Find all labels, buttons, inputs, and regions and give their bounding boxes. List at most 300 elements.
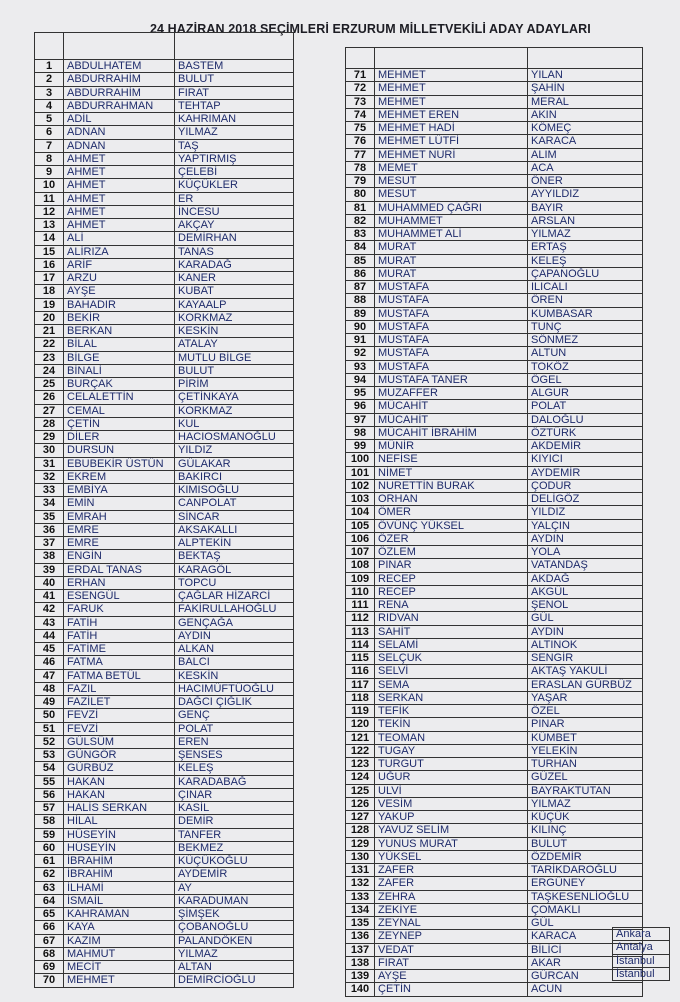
candidate-number: 134: [346, 903, 375, 916]
candidate-last-name: YOLA: [528, 546, 643, 559]
candidate-number: 138: [346, 956, 375, 969]
table-row: [346, 479, 643, 492]
table-row: [35, 510, 294, 523]
candidate-last-name: KÜÇÜKOĞLU: [175, 855, 294, 868]
table-row: [346, 201, 643, 214]
candidate-last-name: KUL: [175, 417, 294, 430]
table-row: [346, 373, 643, 386]
candidate-number: 27: [35, 404, 64, 417]
candidate-first-name: ARZU: [64, 272, 175, 285]
header-cell-number: [35, 33, 64, 60]
table-row: [35, 497, 294, 510]
candidate-number: 130: [346, 850, 375, 863]
candidate-number: 69: [35, 961, 64, 974]
candidate-first-name: MÜCAHİT: [375, 413, 528, 426]
candidate-last-name: AY: [175, 881, 294, 894]
table-row: [35, 775, 294, 788]
candidate-number: 48: [35, 682, 64, 695]
candidate-number: 75: [346, 122, 375, 135]
header-cell-first-name: [64, 33, 175, 60]
candidate-first-name: VEDAT: [375, 943, 528, 956]
candidate-number: 45: [35, 643, 64, 656]
candidate-first-name: ÖZLEM: [375, 546, 528, 559]
candidate-last-name: ÖZEL: [528, 705, 643, 718]
candidate-last-name: FAKİRULLAHOĞLU: [175, 603, 294, 616]
candidate-table-left: [34, 32, 294, 988]
candidate-last-name: TAŞKESENLİOĞLU: [528, 890, 643, 903]
candidate-first-name: FAZİLET: [64, 696, 175, 709]
candidate-first-name: HİLAL: [64, 815, 175, 828]
candidate-last-name: GÜLAKAR: [175, 457, 294, 470]
candidate-last-name: KELEŞ: [528, 254, 643, 267]
candidate-city: İstanbul: [613, 967, 670, 980]
candidate-number: 77: [346, 148, 375, 161]
candidate-last-name: KILINÇ: [528, 824, 643, 837]
candidate-first-name: ADNAN: [64, 126, 175, 139]
candidate-last-name: KASİL: [175, 802, 294, 815]
candidate-last-name: TEHTAP: [175, 99, 294, 112]
candidate-number: 96: [346, 400, 375, 413]
candidate-number: 76: [346, 135, 375, 148]
candidate-first-name: RENA: [375, 599, 528, 612]
candidate-number: 70: [35, 974, 64, 987]
candidate-first-name: ZAFER: [375, 864, 528, 877]
table-row: [35, 470, 294, 483]
table-row: [35, 245, 294, 258]
candidate-last-name: KAHRIMAN: [175, 113, 294, 126]
candidate-first-name: BERKAN: [64, 325, 175, 338]
candidate-number: 106: [346, 532, 375, 545]
candidate-first-name: SELAMİ: [375, 638, 528, 651]
candidate-number: 47: [35, 669, 64, 682]
candidate-first-name: ENGİN: [64, 550, 175, 563]
table-row: [35, 431, 294, 444]
table-row: [346, 532, 643, 545]
table-row: [346, 585, 643, 598]
candidate-first-name: AYŞE: [64, 285, 175, 298]
candidate-first-name: MÜCAHİT İBRAHİM: [375, 426, 528, 439]
candidate-number: 100: [346, 453, 375, 466]
candidate-number: 110: [346, 585, 375, 598]
candidate-first-name: BİNALİ: [64, 364, 175, 377]
candidate-first-name: MEHMET: [375, 95, 528, 108]
candidate-last-name: AYDEMİR: [175, 868, 294, 881]
candidate-number: 91: [346, 334, 375, 347]
candidate-first-name: MEHMET EREN: [375, 108, 528, 121]
table-row: [35, 550, 294, 563]
candidate-first-name: SERKAN: [375, 691, 528, 704]
candidate-number: 63: [35, 881, 64, 894]
table-row: [35, 457, 294, 470]
candidate-first-name: GÜLSÜM: [64, 735, 175, 748]
candidate-last-name: ERASLAN GÜRBÜZ: [528, 678, 643, 691]
candidate-last-name: BEKMEZ: [175, 841, 294, 854]
candidate-last-name: KELEŞ: [175, 762, 294, 775]
candidate-number: 129: [346, 837, 375, 850]
candidate-last-name: ÖREN: [528, 294, 643, 307]
candidate-number: 56: [35, 788, 64, 801]
table-row: [35, 523, 294, 536]
candidate-last-name: KARACA: [528, 930, 643, 943]
candidate-last-name: KAYAALP: [175, 298, 294, 311]
candidate-last-name: SÖNMEZ: [528, 334, 643, 347]
table-row: [346, 69, 643, 82]
candidate-first-name: MUSTAFA: [375, 294, 528, 307]
table-row: [346, 943, 643, 956]
candidate-number: 66: [35, 921, 64, 934]
candidate-first-name: ÖZER: [375, 532, 528, 545]
candidate-first-name: KAZIM: [64, 934, 175, 947]
table-row: [35, 126, 294, 139]
candidate-last-name: KANER: [175, 272, 294, 285]
candidate-last-name: BAKIRCI: [175, 470, 294, 483]
candidate-last-name: GÜL: [528, 612, 643, 625]
candidate-first-name: MUSTAFA TANER: [375, 373, 528, 386]
candidate-first-name: NURETTİN BURAK: [375, 479, 528, 492]
table-row: [346, 811, 643, 824]
candidate-last-name: TAŞ: [175, 139, 294, 152]
candidate-number: 64: [35, 894, 64, 907]
table-row: [35, 232, 294, 245]
table-row: [35, 325, 294, 338]
candidate-first-name: AHMET: [64, 152, 175, 165]
table-row: [346, 771, 643, 784]
candidate-last-name: YILMAZ: [175, 126, 294, 139]
table-row: [35, 974, 294, 987]
candidate-number: 3: [35, 86, 64, 99]
table-row: [346, 903, 643, 916]
table-row: [35, 828, 294, 841]
candidate-number: 90: [346, 320, 375, 333]
candidate-last-name: DAĞCI ÇIĞLIK: [175, 696, 294, 709]
candidate-number: 124: [346, 771, 375, 784]
table-row: [35, 537, 294, 550]
candidate-last-name: TOPCU: [175, 576, 294, 589]
candidate-first-name: MUHAMMET: [375, 214, 528, 227]
candidate-first-name: MEHMET: [375, 69, 528, 82]
table-row: [35, 576, 294, 589]
candidate-first-name: İBRAHİM: [64, 868, 175, 881]
candidate-last-name: ÖZTÜRK: [528, 426, 643, 439]
table-row: [35, 285, 294, 298]
candidate-first-name: ÖVÜNÇ YÜKSEL: [375, 519, 528, 532]
candidate-last-name: SENGİR: [528, 652, 643, 665]
table-row: [346, 426, 643, 439]
candidate-first-name: İLHAMİ: [64, 881, 175, 894]
table-row: [346, 837, 643, 850]
candidate-last-name: ER: [175, 192, 294, 205]
candidate-last-name: MUTLU BİLGE: [175, 351, 294, 364]
candidate-first-name: RIDVAN: [375, 612, 528, 625]
candidate-last-name: KIMISOĞLU: [175, 484, 294, 497]
candidate-first-name: FEVZİ: [64, 722, 175, 735]
candidate-last-name: AKIN: [528, 108, 643, 121]
candidate-number: 95: [346, 387, 375, 400]
candidate-first-name: BİLGE: [64, 351, 175, 364]
candidate-number: 115: [346, 652, 375, 665]
candidate-last-name: ŞAHİN: [528, 82, 643, 95]
candidate-first-name: MEHMET: [375, 82, 528, 95]
table-row: [35, 841, 294, 854]
table-row: [35, 298, 294, 311]
candidate-first-name: FEVZİ: [64, 709, 175, 722]
candidate-last-name: YILMAZ: [528, 228, 643, 241]
candidate-first-name: FATMA: [64, 656, 175, 669]
candidate-number: 12: [35, 205, 64, 218]
candidate-last-name: PINAR: [528, 718, 643, 731]
table-row: [346, 400, 643, 413]
candidate-first-name: FIRAT: [375, 956, 528, 969]
candidate-number: 37: [35, 537, 64, 550]
candidate-first-name: BİLAL: [64, 338, 175, 351]
table-row: [613, 967, 670, 980]
candidate-number: 15: [35, 245, 64, 258]
candidate-number: 108: [346, 559, 375, 572]
candidate-last-name: KORKMAZ: [175, 404, 294, 417]
candidate-number: 118: [346, 691, 375, 704]
candidate-first-name: ÖMER: [375, 506, 528, 519]
table-row: [35, 179, 294, 192]
candidate-number: 127: [346, 811, 375, 824]
candidate-last-name: AKTAŞ YAKULİ: [528, 665, 643, 678]
table-row: [346, 519, 643, 532]
candidate-last-name: ÇELEBİ: [175, 166, 294, 179]
candidate-last-name: AYDEMİR: [528, 466, 643, 479]
table-row: [346, 320, 643, 333]
table-row: [35, 391, 294, 404]
candidate-last-name: AYDIN: [175, 629, 294, 642]
table-row: [346, 864, 643, 877]
candidate-first-name: FARUK: [64, 603, 175, 616]
candidate-first-name: ZAFER: [375, 877, 528, 890]
candidate-number: 97: [346, 413, 375, 426]
table-row: [346, 506, 643, 519]
candidate-number: 98: [346, 426, 375, 439]
candidate-number: 31: [35, 457, 64, 470]
candidate-last-name: AYDIN: [528, 532, 643, 545]
candidate-first-name: MEHMET LÜTFİ: [375, 135, 528, 148]
candidate-number: 137: [346, 943, 375, 956]
candidate-number: 94: [346, 373, 375, 386]
candidate-number: 1: [35, 60, 64, 73]
candidate-last-name: ATALAY: [175, 338, 294, 351]
candidate-last-name: ILICALI: [528, 281, 643, 294]
candidate-last-name: ALKAN: [175, 643, 294, 656]
candidate-last-name: DELİGÖZ: [528, 493, 643, 506]
candidate-last-name: KÖMEÇ: [528, 122, 643, 135]
candidate-first-name: TEFİK: [375, 705, 528, 718]
candidate-number: 131: [346, 864, 375, 877]
table-row: [346, 599, 643, 612]
candidate-last-name: BULUT: [528, 837, 643, 850]
candidate-first-name: ABDULHATEM: [64, 60, 175, 73]
candidate-last-name: YELEKİN: [528, 744, 643, 757]
table-row: [35, 696, 294, 709]
table-row: [346, 930, 643, 943]
candidate-last-name: YAPTIRMIŞ: [175, 152, 294, 165]
candidate-first-name: MEHMET: [64, 974, 175, 987]
table-row: [35, 351, 294, 364]
candidate-number: 132: [346, 877, 375, 890]
candidate-last-name: KARACA: [528, 135, 643, 148]
candidate-number: 84: [346, 241, 375, 254]
candidate-number: 7: [35, 139, 64, 152]
candidate-last-name: ÇOBANOĞLU: [175, 921, 294, 934]
candidate-number: 62: [35, 868, 64, 881]
table-row: [346, 294, 643, 307]
table-row: [35, 881, 294, 894]
candidate-number: 116: [346, 665, 375, 678]
candidate-first-name: CEMAL: [64, 404, 175, 417]
candidate-first-name: KAHRAMAN: [64, 908, 175, 921]
candidate-number: 59: [35, 828, 64, 841]
candidate-number: 79: [346, 175, 375, 188]
candidate-last-name: AKAR: [528, 956, 643, 969]
candidate-first-name: YAKUP: [375, 811, 528, 824]
candidate-first-name: EMRE: [64, 537, 175, 550]
table-row: [35, 338, 294, 351]
candidate-number: 40: [35, 576, 64, 589]
candidate-number: 86: [346, 267, 375, 280]
table-row: [346, 612, 643, 625]
candidate-first-name: HAKAN: [64, 788, 175, 801]
table-row: [35, 802, 294, 815]
candidate-last-name: ÖNER: [528, 175, 643, 188]
candidate-last-name: ÖGEL: [528, 373, 643, 386]
table-row: [35, 590, 294, 603]
candidate-last-name: KORKMAZ: [175, 311, 294, 324]
candidate-first-name: BAHADIR: [64, 298, 175, 311]
candidate-number: 111: [346, 599, 375, 612]
table-row: [35, 258, 294, 271]
candidate-number: 14: [35, 232, 64, 245]
candidate-last-name: ALTAN: [175, 961, 294, 974]
candidate-first-name: İBRAHİM: [64, 855, 175, 868]
candidate-number: 65: [35, 908, 64, 921]
table-row: [346, 572, 643, 585]
candidate-last-name: ALTUN: [528, 347, 643, 360]
candidate-first-name: YAVUZ SELİM: [375, 824, 528, 837]
candidate-last-name: KÜÇÜKLER: [175, 179, 294, 192]
candidate-number: 20: [35, 311, 64, 324]
candidate-number: 117: [346, 678, 375, 691]
candidate-last-name: BAYRAKTUTAN: [528, 784, 643, 797]
table-row: [346, 652, 643, 665]
table-row: [346, 890, 643, 903]
candidate-last-name: POLAT: [528, 400, 643, 413]
candidate-number: 74: [346, 108, 375, 121]
candidate-number: 107: [346, 546, 375, 559]
candidate-number: 23: [35, 351, 64, 364]
table-row: [35, 762, 294, 775]
candidate-last-name: ÇINAR: [175, 788, 294, 801]
table-row: [346, 440, 643, 453]
candidate-number: 4: [35, 99, 64, 112]
candidate-first-name: MECİT: [64, 961, 175, 974]
candidate-number: 123: [346, 758, 375, 771]
candidate-first-name: HALİS SERKAN: [64, 802, 175, 815]
candidate-last-name: TURHAN: [528, 758, 643, 771]
candidate-number: 122: [346, 744, 375, 757]
candidate-last-name: TARİKDAROĞLU: [528, 864, 643, 877]
candidate-first-name: FAZIL: [64, 682, 175, 695]
candidate-first-name: MESUT: [375, 188, 528, 201]
candidate-last-name: ERTAŞ: [528, 241, 643, 254]
table-row: [346, 744, 643, 757]
candidate-first-name: NEFİSE: [375, 453, 528, 466]
candidate-first-name: SELÇUK: [375, 652, 528, 665]
table-row: [35, 444, 294, 457]
candidate-number: 32: [35, 470, 64, 483]
table-row: [346, 387, 643, 400]
table-row: [346, 758, 643, 771]
candidate-number: 125: [346, 784, 375, 797]
candidate-first-name: AHMET: [64, 179, 175, 192]
table-row: [346, 334, 643, 347]
candidate-number: 13: [35, 219, 64, 232]
header-cell-last-name: [175, 33, 294, 60]
candidate-last-name: HACIMÜFTÜOĞLU: [175, 682, 294, 695]
table-row: [35, 961, 294, 974]
candidate-first-name: PINAR: [375, 559, 528, 572]
table-row: [346, 718, 643, 731]
candidate-last-name: YILDIZ: [528, 506, 643, 519]
candidate-last-name: KÜÇÜK: [528, 811, 643, 824]
candidate-number: 92: [346, 347, 375, 360]
candidate-first-name: AHMET: [64, 219, 175, 232]
candidate-last-name: ALPTEKİN: [175, 537, 294, 550]
candidate-number: 103: [346, 493, 375, 506]
table-row: [346, 970, 643, 983]
table-row: [346, 797, 643, 810]
table-row: [35, 60, 294, 73]
candidate-last-name: BAYIR: [528, 201, 643, 214]
header-cell-last-name: [528, 48, 643, 69]
candidate-first-name: MUSTAFA: [375, 281, 528, 294]
table-row: [35, 73, 294, 86]
table-row: [346, 188, 643, 201]
candidate-last-name: CANPOLAT: [175, 497, 294, 510]
candidate-last-name: GÜZEL: [528, 771, 643, 784]
candidate-number: 51: [35, 722, 64, 735]
candidate-last-name: ŞENSES: [175, 749, 294, 762]
candidate-last-name: ACUN: [528, 983, 643, 996]
candidate-last-name: TOKÖZ: [528, 360, 643, 373]
candidate-number: 72: [346, 82, 375, 95]
candidate-first-name: GÜNGÖR: [64, 749, 175, 762]
candidate-last-name: İNCESU: [175, 205, 294, 218]
candidate-number: 58: [35, 815, 64, 828]
table-row: [35, 205, 294, 218]
candidate-last-name: EREN: [175, 735, 294, 748]
page-title: 24 HAZİRAN 2018 SEÇİMLERİ ERZURUM MİLLETVEKİLİ ADAY ADAYLARI: [150, 22, 591, 36]
candidate-last-name: BASTEM: [175, 60, 294, 73]
candidate-last-name: YAŞAR: [528, 691, 643, 704]
candidate-last-name: BEKTAŞ: [175, 550, 294, 563]
table-row: [346, 731, 643, 744]
candidate-last-name: YILDIZ: [175, 444, 294, 457]
table-row: [35, 152, 294, 165]
table-row: [346, 241, 643, 254]
candidate-last-name: SİNCAR: [175, 510, 294, 523]
candidate-first-name: GÜRBÜZ: [64, 762, 175, 775]
candidate-first-name: MUSTAFA: [375, 307, 528, 320]
candidate-last-name: DEMİR: [175, 815, 294, 828]
table-row: [35, 815, 294, 828]
table-row: [35, 616, 294, 629]
candidate-number: 60: [35, 841, 64, 854]
table-row: [346, 546, 643, 559]
